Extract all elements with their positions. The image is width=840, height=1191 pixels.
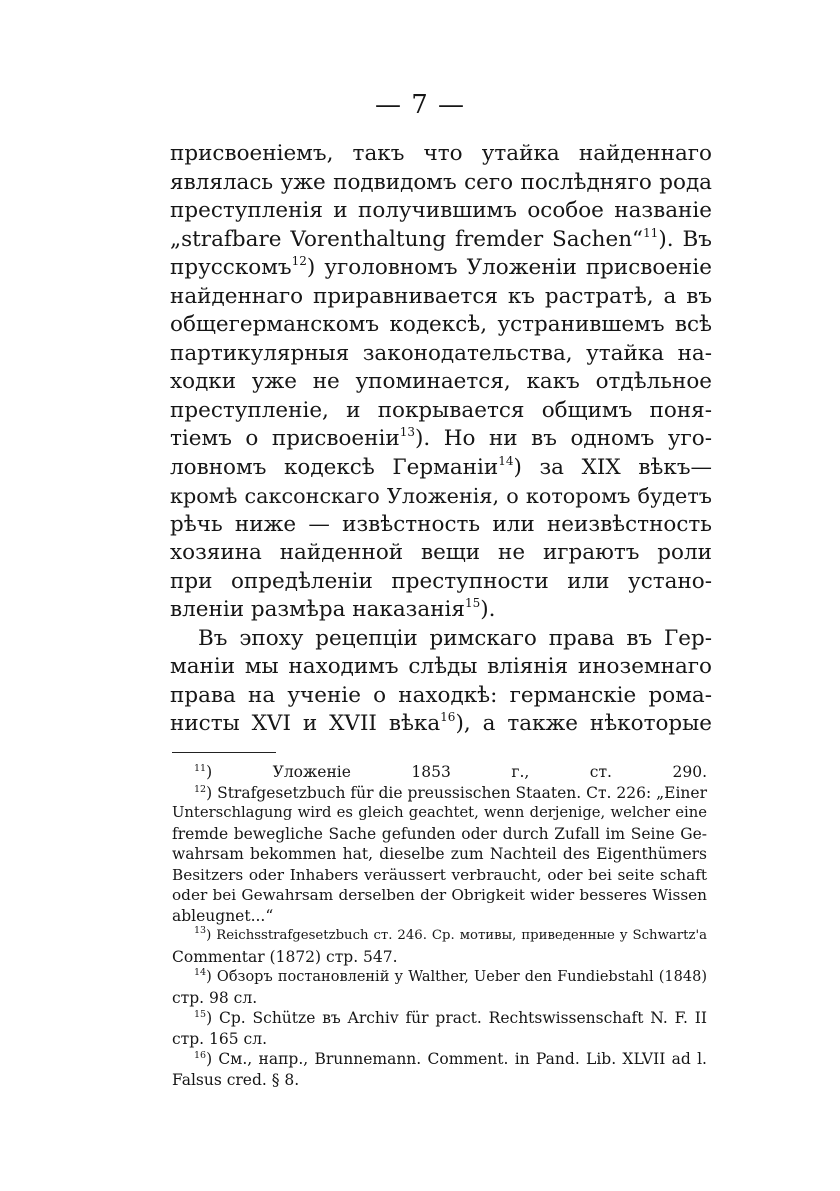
body-line: кромѣ саксонскаго Уложенія, о которомъ будетъ bbox=[170, 484, 712, 508]
body-line: найденнаго приравнивается къ растратѣ, а въ bbox=[170, 283, 712, 309]
body-line: при опредѣленіи преступности или устано- bbox=[170, 568, 712, 594]
footnote-ref: 11 bbox=[643, 225, 659, 240]
footnote-ref: 14 bbox=[498, 453, 514, 468]
body-line: „strafbare Vorenthaltung fremder Sachen“$^{11}$). Въ bbox=[170, 225, 712, 252]
footnote-ref: 15 bbox=[465, 596, 481, 610]
body-line: тіемъ о присвоеніи$^{13}$). Но ни въ одномъ уго- bbox=[170, 425, 712, 451]
footnote-line: $^{12}$) Strafgesetzbuch für die preussischen Staaten. Ст. 226: „Einer bbox=[194, 783, 707, 802]
footnote-number: 16 bbox=[194, 1050, 207, 1061]
body-line: преступленія и получившимъ особое названіе bbox=[170, 198, 712, 223]
footnote-ref: 16 bbox=[440, 710, 456, 724]
body-line: преступленіе, и покрывается общимъ поня- bbox=[170, 397, 712, 423]
footnote-line: стр. 98 сл. bbox=[172, 988, 258, 1007]
footnote-line: Falsus cred. § 8. bbox=[172, 1070, 300, 1089]
body-line: вленіи размѣра наказанія$^{15}$). bbox=[170, 596, 496, 622]
body-line: ловномъ кодексѣ Германіи$^{14}$) за XIX вѣкъ— bbox=[170, 453, 713, 480]
body-text bbox=[170, 140, 712, 739]
footnote-line: стр. 165 сл. bbox=[172, 1029, 267, 1048]
footnote-line: Unterschlagung wird es gleich geachtet, wenn derjenige, welcher eine bbox=[172, 804, 707, 821]
footnote-ref: 13 bbox=[399, 425, 415, 439]
footnote-number: 12 bbox=[194, 783, 207, 795]
body-line: Въ эпоху рецепціи римскаго права въ Гер- bbox=[198, 625, 712, 651]
body-line: присвоеніемъ, такъ что утайка найденнаго bbox=[170, 141, 712, 166]
footnote-line: wahrsam bekommen hat, dieselbe zum Nachteil des Eigenthümers bbox=[172, 845, 707, 863]
page-number: — 7 — bbox=[374, 90, 466, 120]
footnote-line: $^{13}$) Reichsstrafgesetzbuch ст. 246. Ср. мотивы, приведенные у Schwartz'a bbox=[194, 925, 707, 943]
body-line: хозяина найденной вещи не играютъ роли bbox=[170, 540, 712, 565]
body-line: общегерманскомъ кодексѣ, устранившемъ всѣ bbox=[170, 312, 712, 337]
body-line: маніи мы находимъ слѣды вліянія иноземнаго bbox=[170, 654, 712, 679]
footnote-line: ableugnet...“ bbox=[172, 906, 274, 925]
body-line: рѣчь ниже — извѣстность или неизвѣстность bbox=[170, 511, 712, 537]
footnote-line: oder bei Gewahrsam derselben der Obrigkeit wider besseres Wissen bbox=[172, 886, 707, 904]
footnote-line: $^{11}$) Уложеніе 1853 г., ст. 290. bbox=[194, 763, 707, 781]
body-line: ходки уже не упоминается, какъ отдѣльное bbox=[170, 369, 712, 394]
footnote-line: $^{15}$) Ср. Schütze въ Archiv für pract. Rechtswissenschaft N. F. II bbox=[194, 1009, 707, 1027]
body-line: нисты XVI и XVII вѣка$^{16}$), а также нѣкоторые bbox=[170, 710, 713, 736]
body-line: прусскомъ$^{12}$) уголовномъ Уложеніи присвоеніе bbox=[170, 254, 712, 280]
footnote-number: 15 bbox=[194, 1009, 207, 1020]
footnote-line: $^{16}$) См., напр., Brunnemann. Comment. in Pand. Lib. XLVII ad l. bbox=[194, 1050, 707, 1068]
footnote-line: Besitzers oder Inhabers veräussert verbraucht, oder bei seite schaft bbox=[172, 865, 707, 884]
footnote-number: 11 bbox=[194, 763, 207, 774]
footnote-ref: 12 bbox=[291, 254, 307, 268]
body-line: права на ученіе о находкѣ: германскіе рома- bbox=[170, 682, 712, 708]
footnote-line: fremde bewegliche Sache gefunden oder durch Zufall im Seine Ge- bbox=[172, 824, 707, 843]
footnote-number: 14 bbox=[194, 967, 207, 978]
body-line: партикулярныя законодательства, утайка на- bbox=[170, 340, 712, 366]
footnote-divider bbox=[172, 752, 276, 753]
footnote-line: Commentar (1872) стр. 547. bbox=[172, 947, 398, 966]
footnote-line: $^{14}$) Обзоръ постановленій у Walther, Ueber den Fundiebstahl (1848) bbox=[194, 967, 707, 985]
body-line: являлась уже подвидомъ сего послѣдняго рода bbox=[170, 169, 712, 195]
footnotes bbox=[172, 762, 707, 1090]
footnote-number: 13 bbox=[194, 925, 207, 936]
